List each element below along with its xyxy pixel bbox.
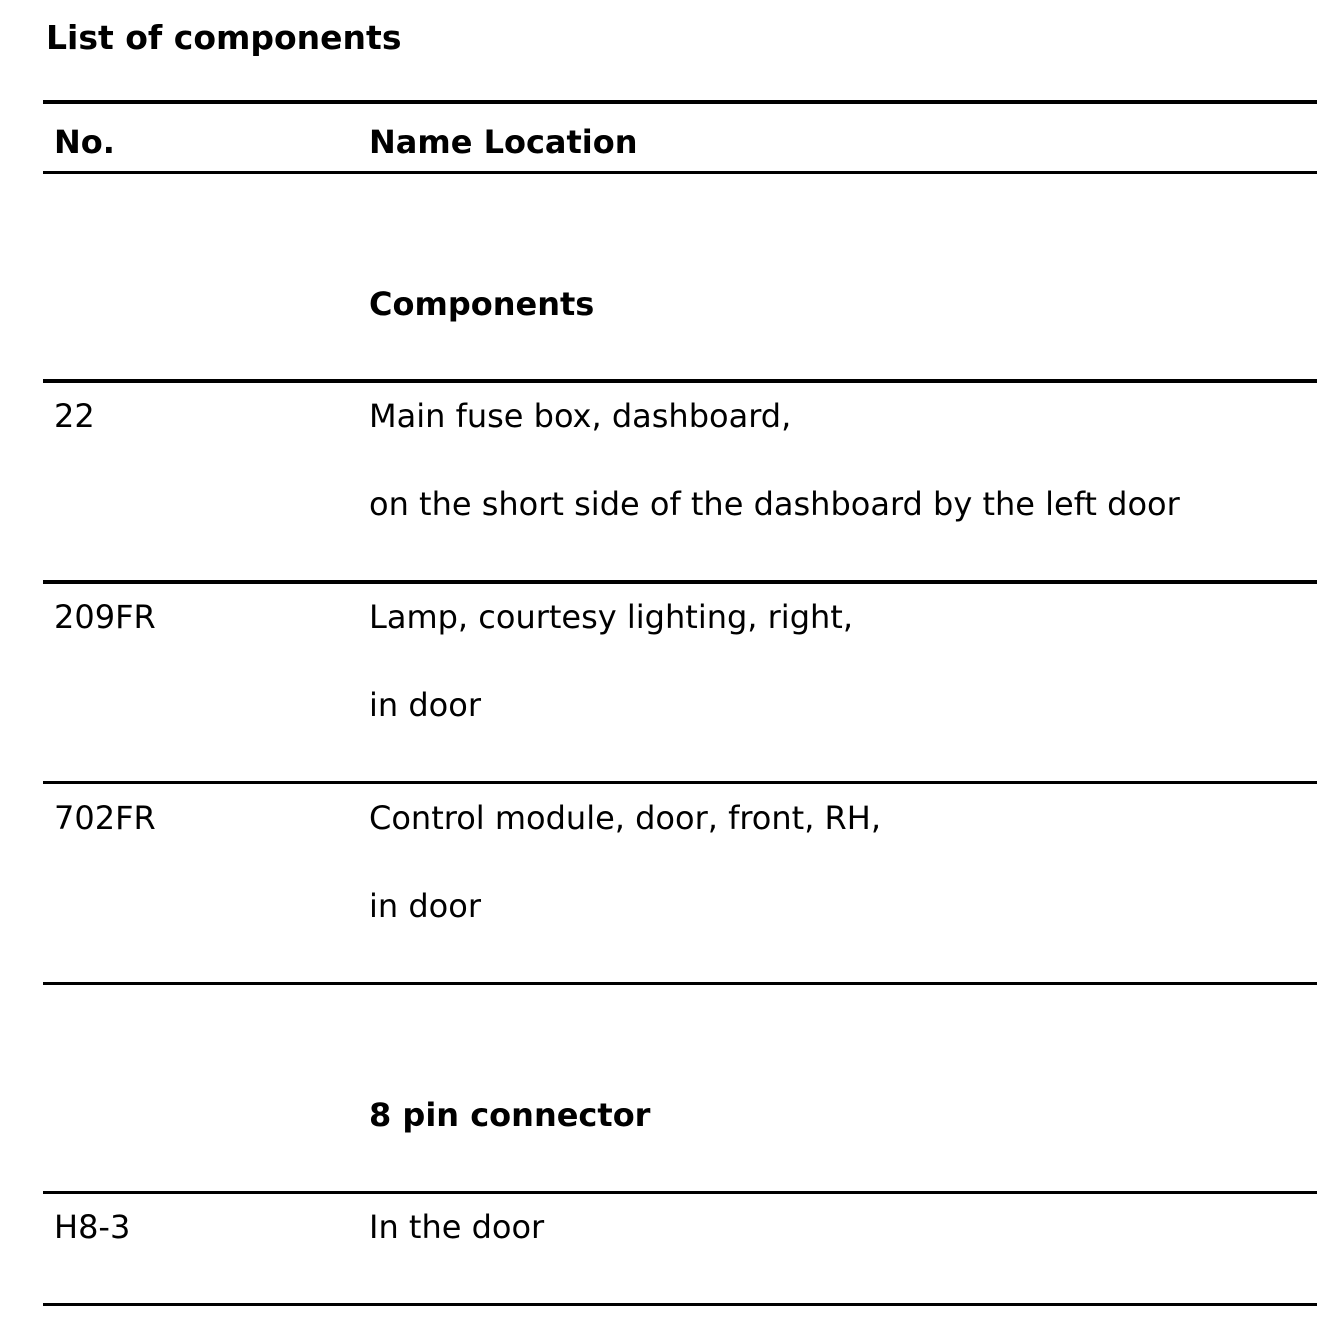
row-divider bbox=[43, 580, 1317, 584]
row-divider bbox=[43, 1191, 1317, 1194]
header-bottom-rule bbox=[43, 171, 1317, 174]
table-bottom-rule bbox=[43, 1303, 1317, 1306]
row-name: In the door bbox=[369, 1208, 545, 1246]
document-title: List of components bbox=[46, 18, 402, 57]
row-no: 22 bbox=[54, 397, 95, 435]
row-name: Lamp, courtesy lighting, right, bbox=[369, 598, 853, 636]
row-name: Control module, door, front, RH, bbox=[369, 799, 882, 837]
section-heading-8-pin-connector: 8 pin connector bbox=[369, 1096, 651, 1134]
section-heading-components: Components bbox=[369, 285, 595, 323]
row-divider bbox=[43, 781, 1317, 784]
row-location: in door bbox=[369, 686, 481, 724]
row-no: 209FR bbox=[54, 598, 156, 636]
header-top-rule bbox=[43, 100, 1317, 104]
row-divider bbox=[43, 379, 1317, 383]
row-no: 702FR bbox=[54, 799, 156, 837]
row-location: on the short side of the dashboard by the left door bbox=[369, 485, 1180, 523]
row-divider bbox=[43, 982, 1317, 985]
row-location: in door bbox=[369, 887, 481, 925]
header-name-location: Name Location bbox=[369, 123, 638, 161]
header-no: No. bbox=[54, 123, 115, 161]
row-no: H8-3 bbox=[54, 1208, 131, 1246]
row-name: Main fuse box, dashboard, bbox=[369, 397, 792, 435]
